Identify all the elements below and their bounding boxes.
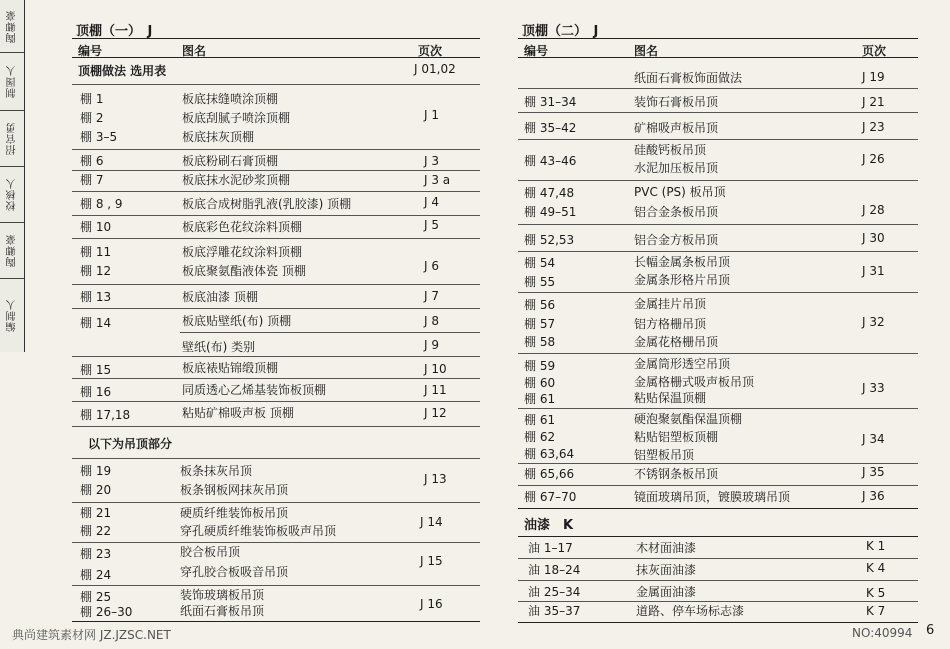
- paint-section-title: 油漆 K: [524, 518, 574, 533]
- page-ref: K 1: [866, 539, 886, 553]
- entry-code: 棚 49–51: [524, 205, 577, 219]
- entry-code: 棚 14: [80, 316, 112, 330]
- sidebar-cell: [0, 278, 24, 352]
- entry-code: 棚 6: [80, 154, 104, 168]
- page-ref: J 30: [862, 231, 885, 245]
- divider: [180, 332, 480, 333]
- page-ref: J 36: [862, 489, 885, 503]
- entry-name: 矿棉吸声板吊顶: [634, 121, 719, 135]
- entry-code: 棚 31–34: [524, 95, 577, 109]
- entry-code: 棚 3–5: [80, 130, 118, 144]
- entry-name: 装饰玻璃板吊顶: [180, 588, 265, 602]
- entry-code: 棚 62: [524, 430, 556, 444]
- entry-code: 棚 59: [524, 359, 556, 373]
- page-ref: J 3 a: [424, 173, 451, 187]
- page-ref: K 7: [866, 604, 886, 618]
- entry-name: 道路、停车场标志漆: [636, 604, 745, 618]
- divider: [72, 170, 480, 171]
- divider: [72, 57, 480, 58]
- sign-off-sidebar: [0, 0, 25, 352]
- divider: [72, 502, 480, 503]
- entry-code: 油 18–24: [528, 563, 581, 577]
- entry-name: 金属条形格片吊顶: [634, 273, 731, 287]
- page-ref: J 1: [424, 108, 439, 122]
- divider: [72, 308, 480, 309]
- sidebar-cell: [0, 110, 24, 167]
- entry-code: 棚 22: [80, 524, 112, 538]
- sidebar-label: 制图人: [6, 64, 18, 98]
- divider: [72, 621, 480, 622]
- divider: [518, 622, 918, 623]
- sidebar-cell: [0, 166, 24, 223]
- entry-code: 棚 2: [80, 111, 104, 125]
- divider: [518, 463, 918, 464]
- entry-code: 棚 52,53: [524, 233, 575, 247]
- entry-code: 棚 21: [80, 506, 112, 520]
- sidebar-label: 招官勇: [6, 121, 18, 155]
- entry-name: 粘贴铝塑板顶棚: [634, 430, 719, 444]
- entry-code: 棚 8 , 9: [80, 197, 123, 211]
- entry-code: 棚 65,66: [524, 467, 575, 481]
- entry-name: 铝方格栅吊顶: [634, 317, 707, 331]
- entry-name: 金属面油漆: [636, 585, 697, 599]
- page-ref: J 14: [420, 515, 443, 529]
- divider: [518, 558, 918, 559]
- divider: [518, 251, 918, 252]
- divider: [518, 224, 918, 225]
- entry-name: 金属格栅式吸声板吊顶: [634, 375, 755, 389]
- divider: [518, 57, 918, 58]
- entry-name: 穿孔硬质纤维装饰板吸声吊顶: [180, 524, 337, 538]
- divider: [72, 585, 480, 586]
- entry-name: 板底合成树脂乳液(乳胶漆) 顶棚: [182, 197, 352, 211]
- sidebar-cell: [0, 52, 24, 111]
- col-header-name: 图名: [634, 44, 659, 58]
- page-ref: J 4: [424, 195, 439, 209]
- entry-code: 棚 24: [80, 568, 112, 582]
- sidebar-cell: [0, 222, 24, 279]
- page-ref: J 34: [862, 432, 885, 446]
- entry-code: 棚 1: [80, 92, 104, 106]
- col-header-code: 编号: [524, 44, 549, 58]
- entry-name: 胶合板吊顶: [180, 545, 241, 559]
- col-header-code: 编号: [78, 44, 103, 58]
- entry-code: 棚 57: [524, 317, 556, 331]
- entry-code: 棚 15: [80, 363, 112, 377]
- col-header-page: 页次: [418, 44, 443, 58]
- entry-name: 硬质纤维装饰板吊顶: [180, 506, 289, 520]
- divider: [518, 485, 918, 486]
- page-ref: J 35: [862, 465, 885, 479]
- divider: [518, 38, 918, 39]
- entry-name: 板底贴壁纸(布) 顶棚: [182, 314, 292, 328]
- entry-name: 长幅金属条板吊顶: [634, 255, 731, 269]
- divider: [518, 353, 918, 354]
- image-number: NO:40994: [852, 626, 913, 640]
- page-ref: J 13: [424, 472, 447, 486]
- entry-name: 粘贴矿棉吸声板 顶棚: [182, 406, 294, 420]
- page-ref: J 19: [862, 70, 885, 84]
- entry-name: 板底抹灰顶棚: [182, 130, 255, 144]
- page-ref: J 26: [862, 152, 885, 166]
- entry-name: 板底油漆 顶棚: [182, 290, 258, 304]
- entry-code: 棚 61: [524, 392, 556, 406]
- entry-name: 铝塑板吊顶: [634, 448, 695, 462]
- page-ref: J 5: [424, 218, 439, 232]
- divider: [72, 401, 480, 402]
- sidebar-label: 校核人: [6, 177, 18, 211]
- divider: [72, 149, 480, 150]
- divider: [518, 139, 918, 140]
- site-watermark: 典尚建筑素材网 JZ.JZSC.NET: [12, 628, 171, 642]
- page-ref: J 01,02: [414, 62, 456, 76]
- divider: [518, 88, 918, 89]
- entry-name: 纸面石膏板饰面做法: [634, 71, 743, 85]
- entry-code: 棚 19: [80, 464, 112, 478]
- page-ref: J 16: [420, 597, 443, 611]
- entry-name: 金属花格栅吊顶: [634, 335, 719, 349]
- entry-code: 棚 47,48: [524, 186, 575, 200]
- entry-code: 棚 43–46: [524, 154, 577, 168]
- entry-name: 板条抹灰吊顶: [180, 464, 253, 478]
- entry-code: 棚 35–42: [524, 121, 577, 135]
- page-ref: J 32: [862, 315, 885, 329]
- entry-name: 硅酸钙板吊顶: [634, 143, 707, 157]
- entry-code: 油 35–37: [528, 604, 581, 618]
- entry-code: 棚 10: [80, 220, 112, 234]
- entry-name: 镜面玻璃吊顶，镀膜玻璃吊顶: [634, 490, 791, 504]
- entry-code: 棚 7: [80, 173, 104, 187]
- entry-code: 棚 11: [80, 245, 112, 259]
- page-ref: J 12: [424, 406, 447, 420]
- entry-code: 油 25–34: [528, 585, 581, 599]
- entry-name: 水泥加压板吊顶: [634, 161, 719, 175]
- divider: [518, 580, 918, 581]
- entry-code: 棚 61: [524, 413, 556, 427]
- page-ref: J 8: [424, 314, 439, 328]
- divider: [72, 426, 480, 427]
- left-section-title: 顶棚（一） J: [76, 24, 153, 39]
- divider: [72, 191, 480, 192]
- page-ref: J 7: [424, 289, 439, 303]
- divider: [72, 84, 480, 85]
- entry-name: 板底裱贴锦缎顶棚: [182, 361, 279, 375]
- right-section-title: 顶棚（二） J: [522, 24, 599, 39]
- entry-name: 壁纸(布) 类别: [182, 340, 256, 354]
- entry-code: 棚 23: [80, 547, 112, 561]
- page-ref: J 3: [424, 154, 439, 168]
- entry-name: 木材面油漆: [636, 541, 697, 555]
- entry-name: 板底彩色花纹涂料顶棚: [182, 220, 303, 234]
- page-ref: J 10: [424, 362, 447, 376]
- divider: [72, 378, 480, 379]
- entry-code: 棚 12: [80, 264, 112, 278]
- entry-code: 棚 58: [524, 335, 556, 349]
- entry-name: 板底刮腻子喷涂顶棚: [182, 111, 291, 125]
- page-ref: J 33: [862, 381, 885, 395]
- page-ref: J 11: [424, 383, 447, 397]
- divider: [518, 112, 918, 113]
- page-ref: J 9: [424, 338, 439, 352]
- entry-name: 板条钢板网抹灰吊顶: [180, 483, 289, 497]
- entry-name: 硬泡聚氨酯保温顶棚: [634, 412, 743, 426]
- entry-name: 穿孔胶合板吸音吊顶: [180, 565, 289, 579]
- entry-code: 棚 16: [80, 385, 112, 399]
- divider: [518, 408, 918, 409]
- page-ref: J 15: [420, 554, 443, 568]
- entry-name: 板底浮雕花纹涂料顶棚: [182, 245, 303, 259]
- entry-name: 铝合金条板吊顶: [634, 205, 719, 219]
- divider: [518, 180, 918, 181]
- entry-code: 棚 60: [524, 376, 556, 390]
- page-ref: K 5: [866, 586, 886, 600]
- entry-name: 纸面石膏板吊顶: [180, 604, 265, 618]
- entry-name: 板底聚氨酯液体瓷 顶棚: [182, 264, 306, 278]
- entry-name: 板底抹缝喷涂顶棚: [182, 92, 279, 106]
- entry-name: 装饰石膏板吊顶: [634, 95, 719, 109]
- page-ref: J 23: [862, 120, 885, 134]
- entry-code: 棚 54: [524, 256, 556, 270]
- entry-name: 粘贴保温顶棚: [634, 391, 707, 405]
- entry-name: 铝合金方板吊顶: [634, 233, 719, 247]
- entry-name: 同质透心乙烯基装饰板顶棚: [182, 383, 327, 397]
- section-subheading: 以下为吊顶部分: [88, 437, 173, 451]
- divider: [518, 292, 918, 293]
- entry-name: 金属筒形透空吊顶: [634, 357, 731, 371]
- entry-code: 棚 17,18: [80, 408, 131, 422]
- entry-code: 棚 55: [524, 275, 556, 289]
- page-ref: J 31: [862, 264, 885, 278]
- page-ref: J 6: [424, 259, 439, 273]
- page-ref: J 28: [862, 203, 885, 217]
- entry-name: 不锈钢条板吊顶: [634, 467, 719, 481]
- divider: [72, 38, 480, 39]
- sidebar-label: 编制人: [6, 298, 18, 332]
- entry-name: 抹灰面油漆: [636, 563, 697, 577]
- method-table-title: 顶棚做法 选用表: [78, 64, 167, 78]
- sidebar-label: 陶卿豪: [6, 233, 18, 267]
- entry-code: 棚 25: [80, 590, 112, 604]
- page-number: 6: [926, 623, 935, 638]
- divider: [72, 542, 480, 543]
- divider: [72, 284, 480, 285]
- page-ref: J 21: [862, 95, 885, 109]
- entry-code: 棚 20: [80, 483, 112, 497]
- divider: [518, 601, 918, 602]
- entry-name: 金属挂片吊顶: [634, 297, 707, 311]
- divider: [72, 238, 480, 239]
- page-ref: K 4: [866, 561, 886, 575]
- sidebar-label: 陶卿豪: [6, 9, 18, 43]
- entry-name: PVC (PS) 板吊顶: [634, 185, 726, 199]
- col-header-page: 页次: [862, 44, 887, 58]
- entry-code: 棚 67–70: [524, 490, 577, 504]
- divider: [72, 215, 480, 216]
- divider: [72, 458, 480, 459]
- sidebar-cell: [0, 0, 24, 53]
- col-header-name: 图名: [182, 44, 207, 58]
- entry-name: 板底抹水泥砂浆顶棚: [182, 173, 291, 187]
- entry-code: 棚 56: [524, 298, 556, 312]
- divider: [518, 508, 918, 509]
- entry-code: 棚 26–30: [80, 605, 133, 619]
- divider: [72, 356, 480, 357]
- entry-code: 棚 63,64: [524, 447, 575, 461]
- entry-code: 油 1–17: [528, 541, 573, 555]
- entry-name: 板底粉刷石膏顶棚: [182, 154, 279, 168]
- entry-code: 棚 13: [80, 290, 112, 304]
- divider: [518, 536, 918, 537]
